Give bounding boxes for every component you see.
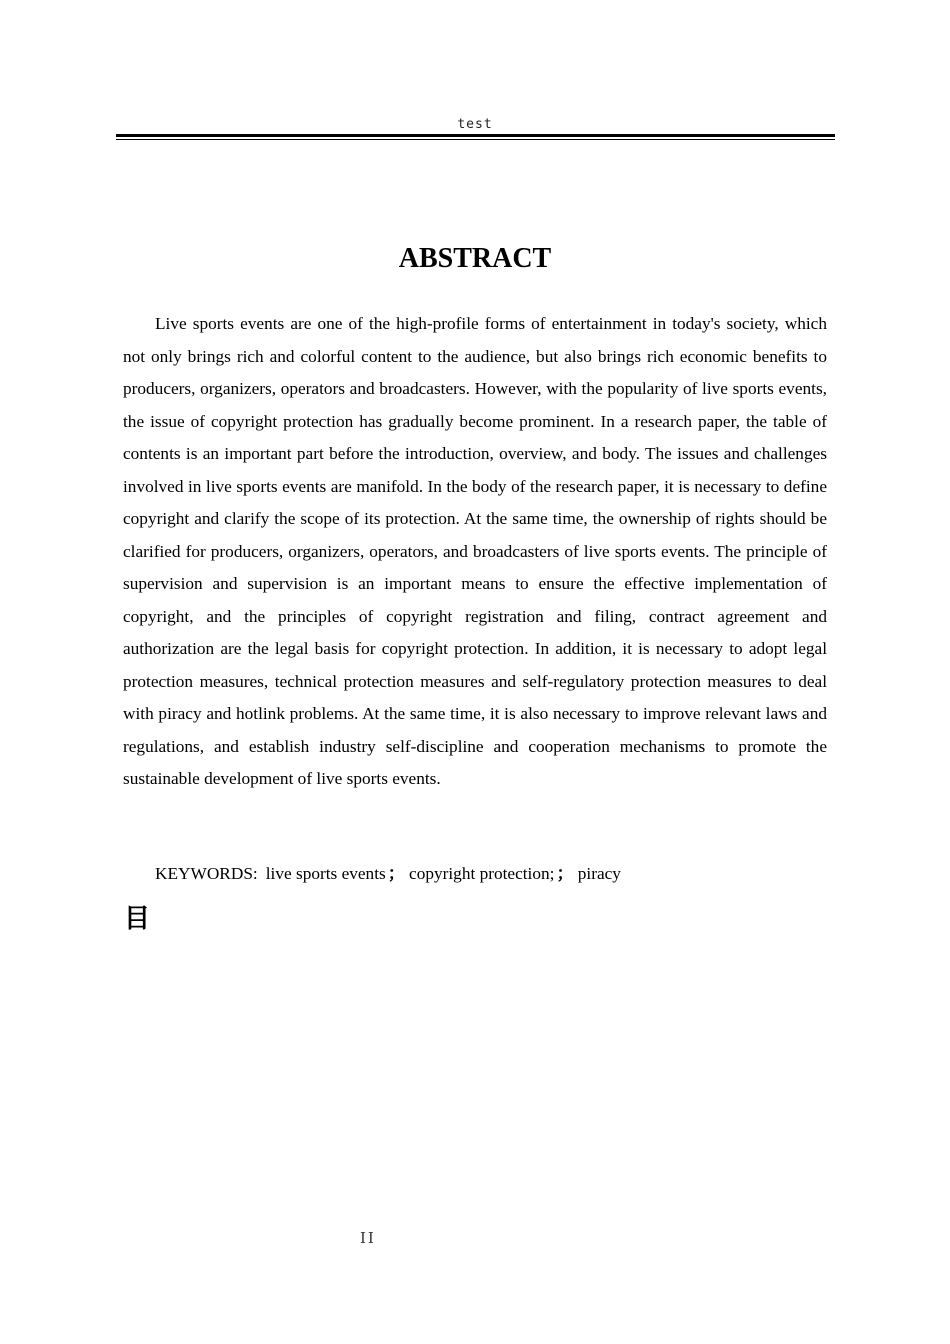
keywords-line [155,858,621,891]
keyword-item: copyright protection; [409,864,555,883]
keyword-separator: ； [387,864,406,883]
running-header: test [457,117,493,132]
keyword-item: live sports events [265,864,386,883]
keywords-label: KEYWORDS: [155,864,258,883]
abstract-body: Live sports events are one of the high-profile forms of entertainment in today's society, which not only brings rich and colorful content to the audience, but also brings rich economic benefits to producers, organizers, operators and broadcasters. However, with the popularity of live sports events, the issue of copyright protection has gradually become prominent. In a research paper, the table of contents is an important part before the introduction, overview, and body. The issues and challenges involved in live sports events are manifold. In the body of the research paper, it is necessary to define copyright and clarify the scope of its protection. At the same time, the ownership of rights should be clarified for producers, organizers, operators, and broadcasters of live sports events. The principle of supervision and supervision is an important means to ensure the effective implementation of copyright, and the principles of copyright registration and filing, contract agreement and authorization are the legal basis for copyright protection. In addition, it is necessary to adopt legal protection measures, technical protection measures and self-regulatory protection measures to deal with piracy and hotlink problems. At the same time, it is also necessary to improve relevant laws and regulations, and establish industry self-discipline and cooperation mechanisms to promote the sustainable development of live sports events. [123,314,827,788]
abstract-title: ABSTRACT [398,243,552,274]
toc-heading-fragment: 目 [124,904,151,934]
keyword-separator: ； [556,864,574,883]
page-number: II [360,1229,376,1247]
header-double-rule [116,134,835,140]
keyword-item: piracy [577,864,621,883]
